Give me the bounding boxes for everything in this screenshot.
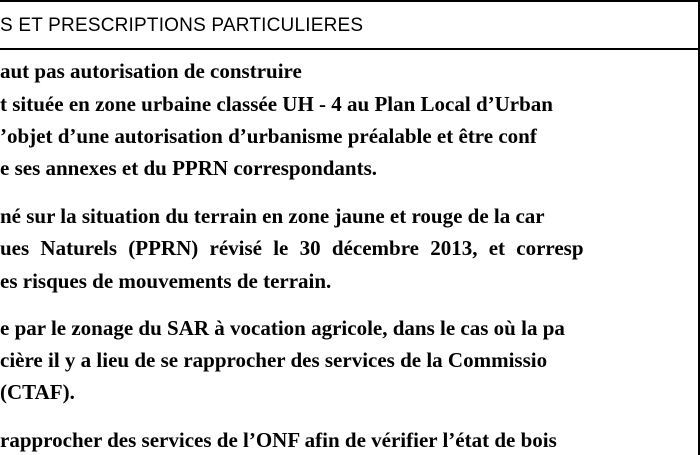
paragraph-line: ues Naturels (PPRN) révisé le 30 décembre 2013, et corresp <box>0 236 584 260</box>
section-header <box>0 0 700 50</box>
paragraph-line: e par le zonage du SAR à vocation agricole, dans le cas où la pa <box>0 316 565 340</box>
paragraph-line: rapprocher des services de l’ONF afin de vérifier l’état de bois <box>0 428 557 452</box>
section-title: S ET PRESCRIPTIONS PARTICULIERES <box>0 15 364 36</box>
paragraph-line: (CTAF). <box>0 380 75 404</box>
paragraph-line: e ses annexes et du PPRN correspondants. <box>0 156 378 180</box>
paragraph-line: t située en zone urbaine classée UH - 4 au Plan Local d’Urban <box>0 92 553 116</box>
paragraph-line: ’objet d’une autorisation d’urbanisme préalable et être conf <box>0 124 537 148</box>
paragraph-line: aut pas autorisation de construire <box>0 59 302 83</box>
paragraph-line: es risques de mouvements de terrain. <box>0 269 332 293</box>
paragraph-line: cière il y a lieu de se rapprocher des services de la Commissio <box>0 348 548 372</box>
paragraph-line: né sur la situation du terrain en zone jaune et rouge de la car <box>0 204 545 228</box>
